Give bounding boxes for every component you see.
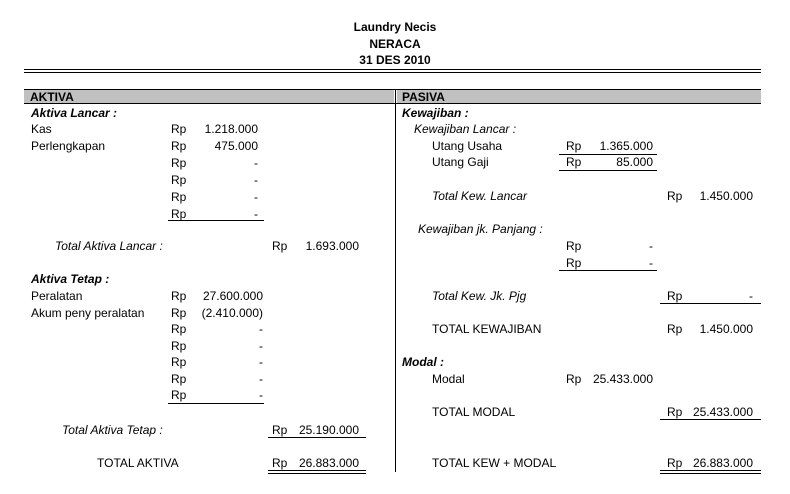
title-rule-top [24,69,761,70]
heading-rule-top [24,89,761,90]
aktiva-tetap-row-currency: Rp [171,338,187,353]
total-kew-modal-amount: 26.883.000 [692,456,753,470]
kewajiban-lancar-row-amount: 85.000 [616,155,653,169]
heading-rule-bottom [24,103,761,104]
kewajiban-panjang-row-amount: - [649,256,653,270]
modal-row-amount: 25.433.000 [592,372,653,386]
kewajiban-panjang-subtotal-rule [559,270,657,271]
kewajiban-lancar-total-amount: 1.450.000 [699,189,753,203]
kewajiban-panjang-total-label: Total Kew. Jk. Pjg [432,289,527,303]
aktiva-tetap-row-amount: - [259,322,263,336]
kewajiban-panjang-total-currency: Rp [667,289,683,303]
aktiva-tetap-row-currency: Rp [171,388,187,402]
aktiva-tetap-row-amount: - [259,388,263,402]
kewajiban-title: Kewajiban : [402,106,469,120]
kewajiban-panjang-row-currency: Rp [566,256,582,270]
aktiva-tetap-row-amount: - [259,355,263,369]
kewajiban-lancar-title: Kewajiban Lancar : [414,122,517,136]
aktiva-lancar-row-amount: - [254,156,258,170]
aktiva-tetap-row-currency: Rp [171,322,187,336]
aktiva-lancar-row-label: Kas [31,122,52,136]
aktiva-lancar-row-currency: Rp [171,173,187,187]
pasiva-heading: PASIVA [402,90,445,104]
aktiva-heading-band [24,89,394,103]
kewajiban-lancar-row-label: Utang Usaha [432,139,503,153]
title-rule-bottom [24,72,761,73]
aktiva-lancar-row-amount: - [254,207,258,221]
aktiva-lancar-row-currency: Rp [171,207,187,221]
kewajiban-lancar-row-amount: 1.365.000 [599,139,653,153]
aktiva-heading: AKTIVA [30,90,74,104]
total-aktiva-double-rule-2 [268,473,366,474]
aktiva-lancar-row-amount: - [254,173,258,187]
aktiva-lancar-title: Aktiva Lancar : [31,106,118,120]
total-kewajiban-currency: Rp [667,322,683,336]
column-divider [395,89,396,472]
aktiva-lancar-total-label: Total Aktiva Lancar : [55,239,163,253]
aktiva-tetap-title: Aktiva Tetap : [31,272,110,286]
aktiva-tetap-row-currency: Rp [171,289,187,303]
kewajiban-lancar-subtotal-rule [559,170,657,171]
aktiva-lancar-subtotal-rule [168,220,264,221]
kewajiban-panjang-row-amount: - [649,239,653,253]
modal-row-currency: Rp [566,372,582,386]
aktiva-tetap-total-currency: Rp [272,423,288,437]
aktiva-lancar-row-amount: 475.000 [214,139,258,153]
aktiva-lancar-row-amount: 1.218.000 [204,122,258,136]
aktiva-tetap-row-amount: - [259,371,263,386]
aktiva-lancar-total-currency: Rp [272,239,288,253]
kewajiban-lancar-row-label: Utang Gaji [432,155,489,169]
aktiva-lancar-row-label: Perlengkapan [31,139,106,153]
aktiva-lancar-row-currency: Rp [171,122,187,136]
aktiva-lancar-row-currency: Rp [171,156,187,170]
report-title: NERACA [369,37,421,51]
total-kew-modal-double-rule-1 [660,470,761,471]
kewajiban-lancar-row-currency: Rp [566,139,582,153]
total-kew-modal-currency: Rp [667,456,683,470]
aktiva-lancar-total-amount: 1.693.000 [305,239,359,253]
aktiva-tetap-subtotal-rule [168,403,264,404]
aktiva-tetap-row-currency: Rp [171,355,187,369]
kewajiban-panjang-title: Kewajiban jk. Panjang : [418,222,543,236]
aktiva-lancar-row-currency: Rp [171,139,187,153]
kewajiban-panjang-total-amount: - [749,289,753,303]
total-kew-modal-label: TOTAL KEW + MODAL [432,456,557,470]
aktiva-tetap-total-rule [268,437,366,438]
total-kewajiban-label: TOTAL KEWAJIBAN [432,322,542,336]
kewajiban-panjang-total-rule [660,303,761,304]
aktiva-tetap-row-label: Akum peny peralatan [31,305,145,320]
aktiva-tetap-total-amount: 25.190.000 [298,423,359,437]
kewajiban-lancar-total-label: Total Kew. Lancar [432,189,527,203]
company-name: Laundry Necis [353,20,437,34]
total-kew-modal-double-rule-2 [660,473,761,474]
total-aktiva-currency: Rp [272,456,288,470]
total-aktiva-amount: 26.883.000 [298,456,359,470]
aktiva-tetap-row-currency: Rp [171,371,187,386]
aktiva-tetap-row-currency: Rp [171,305,187,320]
aktiva-lancar-row-currency: Rp [171,190,187,204]
kewajiban-lancar-mid-rule [559,154,657,155]
aktiva-tetap-total-label: Total Aktiva Tetap : [62,423,163,437]
modal-title: Modal : [402,355,444,369]
total-modal-rule [660,419,761,420]
aktiva-tetap-row-label: Peralatan [31,289,83,303]
kewajiban-panjang-row-currency: Rp [566,239,582,253]
total-modal-label: TOTAL MODAL [432,405,516,419]
modal-row-label: Modal [432,372,465,386]
total-kewajiban-amount: 1.450.000 [699,322,753,336]
aktiva-tetap-row-amount: (2.410.000) [201,305,263,320]
report-date: 31 DES 2010 [359,53,431,67]
kewajiban-lancar-total-currency: Rp [667,189,683,203]
total-modal-currency: Rp [667,405,683,419]
total-aktiva-double-rule-1 [268,470,366,471]
aktiva-tetap-row-amount: 27.600.000 [202,289,263,303]
total-modal-amount: 25.433.000 [692,405,753,419]
aktiva-lancar-row-amount: - [254,190,258,204]
kewajiban-lancar-row-currency: Rp [566,155,582,169]
pasiva-heading-band [397,89,761,103]
aktiva-tetap-row-amount: - [259,338,263,353]
total-aktiva-label: TOTAL AKTIVA [97,456,179,470]
